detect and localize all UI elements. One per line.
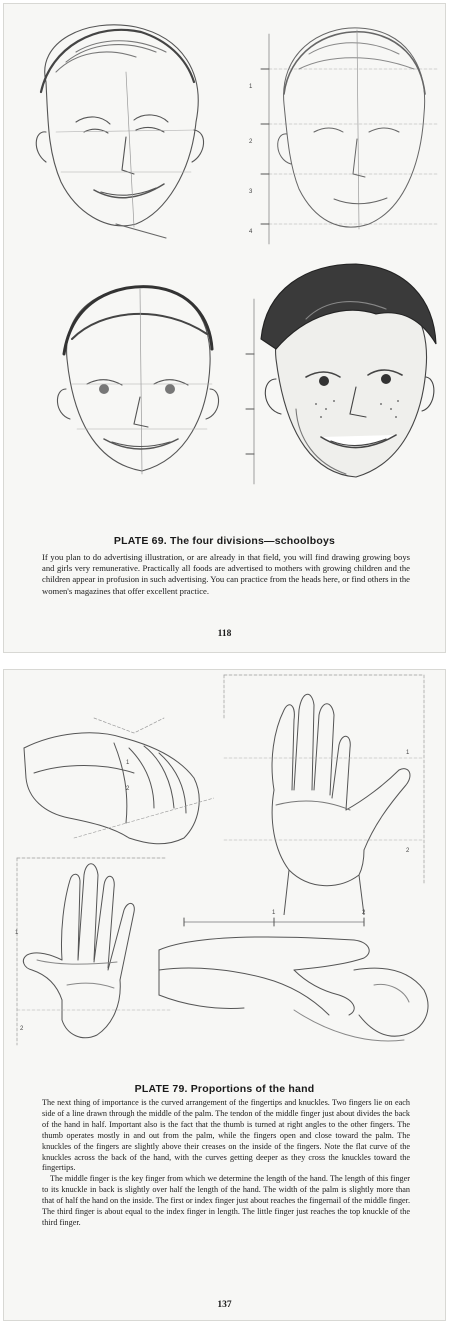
hand-mark-2d: 2 xyxy=(362,910,366,916)
sketch-boy-head-front xyxy=(42,279,232,479)
plate-69-paragraph: If you plan to do advertising illustration, or are already in that field, you will find drawing growing boys and girls very remunerative. Practically all foods are advertised to mothers with growing children and the children appear in profusion in such advertising. You can practice from the heads here, or find others in the women's magazines that offer excellent practice. xyxy=(42,552,410,596)
book-page-137 xyxy=(3,669,446,1321)
hand-mark-1b: 1 xyxy=(406,750,410,756)
division-mark-4: 4 xyxy=(249,229,253,235)
plate-69-caption xyxy=(42,552,410,597)
sketch-hand-back-upright xyxy=(214,670,429,915)
hand-mark-2c: 2 xyxy=(20,1026,24,1032)
plate-79-caption xyxy=(42,1098,410,1229)
division-mark-3: 3 xyxy=(249,189,253,195)
hand-mark-1c: 1 xyxy=(15,930,19,936)
plate-79-paragraph-1: The next thing of importance is the curved arrangement of the fingertips and knuckles. Two fingers lie on each side of a line drawn through the middle of the palm. The tendon of the middle finger just about divides the back of the hand in half. Important also is the fact that the thumb is turned at right angles to the other fingers. The thumb operates mostly in and out from the palm, while the fingers open and close toward the palm. The knuckles of the fingers are slightly above their creases on the inside of the fingers. Note the flat curve of the knuckles across the back of the hand, with the curves getting deeper as they cross the knuckles toward the fingertips. xyxy=(42,1098,410,1173)
sketch-hand-open-palm xyxy=(12,850,172,1050)
sketch-boy-head-construction xyxy=(239,14,439,249)
hand-mark-1d: 1 xyxy=(272,910,276,916)
plate-69-title: PLATE 69. The four divisions—schoolboys xyxy=(113,535,336,547)
sketch-hand-side-view xyxy=(154,910,444,1070)
sketch-boy-head-tilted xyxy=(16,12,216,242)
book-page-118 xyxy=(3,3,446,653)
sketch-boy-head-shaded xyxy=(236,259,441,489)
hand-mark-2a: 2 xyxy=(126,786,130,792)
plate-79-paragraph-2: The middle finger is the key finger from which we determine the length of the hand. The length of this finger to its knuckle in back is slightly over half the length of the hand. The width of the palm is slightly more than that of half the hand on the inside. The first or index finger just about reaches the fingernail of the middle finger. The third finger is about equal to the index finger in length. The little finger just reaches the top knuckle of the third finger. xyxy=(42,1174,410,1227)
division-mark-1: 1 xyxy=(249,84,253,90)
page-number-137: 137 xyxy=(217,1300,232,1310)
division-mark-2: 2 xyxy=(249,139,253,145)
page-number-118: 118 xyxy=(217,629,232,639)
hand-mark-1a: 1 xyxy=(126,760,130,766)
plate-79-title: PLATE 79. Proportions of the hand xyxy=(134,1083,315,1095)
hand-mark-2b: 2 xyxy=(406,848,410,854)
sketch-hand-back-curved xyxy=(14,688,214,858)
